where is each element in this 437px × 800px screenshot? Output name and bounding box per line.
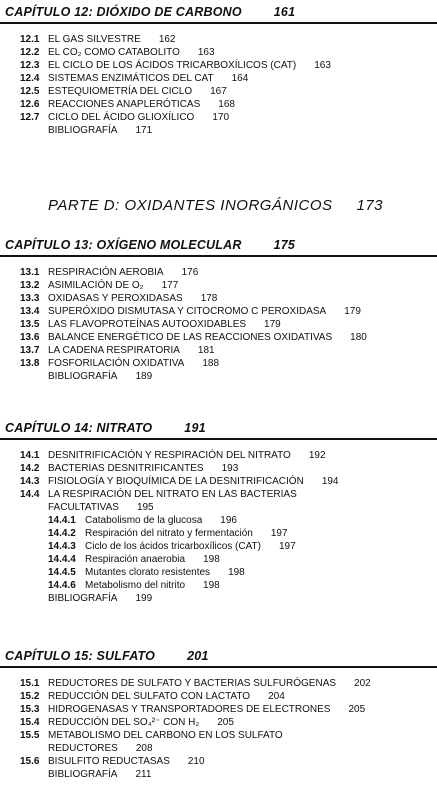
toc-subentry <box>0 527 437 540</box>
entry-number: 14.4.3 <box>48 541 76 552</box>
entry-number: 12.6 <box>20 99 40 110</box>
entry-number: 15.6 <box>20 756 40 767</box>
chapter-title: CAPÍTULO 15: SULFATO <box>5 649 156 663</box>
toc-entry <box>0 85 437 98</box>
entry-text-line <box>48 357 219 370</box>
entry-number: 13.4 <box>20 306 40 317</box>
entry-number: 12.5 <box>20 86 40 97</box>
toc-entry <box>0 370 437 383</box>
entry-text-line <box>48 768 151 781</box>
entry-text-line <box>48 292 217 305</box>
chapter-rule <box>0 438 437 440</box>
entry-text-line <box>48 266 198 279</box>
toc-entry <box>0 729 437 742</box>
entry-page: 163 <box>314 60 331 71</box>
toc-entry <box>0 501 437 514</box>
entry-title: Ciclo de los ácidos tricarboxílicos (CAT) <box>85 541 261 552</box>
entry-text-line <box>48 488 297 501</box>
entry-number: 14.4.6 <box>48 580 76 591</box>
entry-number: 15.1 <box>20 678 40 689</box>
entry-title: FACULTATIVAS <box>48 502 119 513</box>
entry-number: 14.4.2 <box>48 528 76 539</box>
entry-list <box>0 266 437 383</box>
entry-page: 188 <box>202 358 220 369</box>
entry-page: 196 <box>220 515 237 526</box>
entry-number: 13.5 <box>20 319 40 330</box>
chapter-12 <box>0 4 437 137</box>
chapter-heading <box>0 420 437 436</box>
entry-page: 163 <box>197 47 215 58</box>
chapter-page: 175 <box>273 238 296 252</box>
entry-title: SISTEMAS ENZIMÁTICOS DEL CAT <box>48 73 214 84</box>
entry-text-line <box>85 553 220 566</box>
entry-page: 205 <box>348 704 366 715</box>
entry-text-line <box>48 85 227 98</box>
entry-title: Mutantes clorato resistentes <box>85 567 211 578</box>
chapter-title: CAPÍTULO 12: DIÓXIDO DE CARBONO <box>5 5 242 19</box>
entry-title: Metabolismo del nitrito <box>85 580 186 591</box>
entry-title: BIBLIOGRAFÍA <box>48 593 118 604</box>
entry-number: 13.3 <box>20 293 40 304</box>
toc-entry <box>0 72 437 85</box>
entry-title: FISIOLOGÍA Y BIOQUÍMICA DE LA DESNITRIFICACIÓN <box>48 476 304 487</box>
toc-entry <box>0 279 437 292</box>
entry-text-line <box>48 72 248 85</box>
entry-title: ESTEQUIOMETRÍA DEL CICLO <box>48 86 193 97</box>
entry-page: 179 <box>264 319 281 330</box>
entry-page: 176 <box>181 267 199 278</box>
entry-text-line <box>48 344 215 357</box>
chapter-15 <box>0 648 437 781</box>
entry-title: FOSFORILACIÓN OXIDATIVA <box>48 358 185 369</box>
entry-text-line <box>48 501 154 514</box>
entry-title: BIBLIOGRAFÍA <box>48 769 118 780</box>
entry-title: RESPIRACIÓN AEROBIA <box>48 267 164 278</box>
toc-entry <box>0 755 437 768</box>
entry-title: BACTERIAS DESNITRIFICANTES <box>48 463 204 474</box>
toc-entry <box>0 33 437 46</box>
entry-title: LA RESPIRACIÓN DEL NITRATO EN LAS BACTERIAS <box>48 489 297 500</box>
entry-title: CICLO DEL ÁCIDO GLIOXÍLICO <box>48 112 195 123</box>
toc-entry <box>0 98 437 111</box>
entry-title: BISULFITO REDUCTASAS <box>48 756 170 767</box>
entry-text-line <box>48 716 234 729</box>
entry-page: 193 <box>221 463 239 474</box>
entry-number: 14.4.1 <box>48 515 76 526</box>
entry-title: BALANCE ENERGÉTICO DE LAS REACCIONES OXIDATIVAS <box>48 332 333 343</box>
toc-entry <box>0 677 437 690</box>
toc-subentry <box>0 553 437 566</box>
entry-number: 15.5 <box>20 730 40 741</box>
entry-text-line <box>48 677 371 690</box>
entry-page: 171 <box>135 125 153 136</box>
entry-title: BIBLIOGRAFÍA <box>48 125 118 136</box>
entry-number: 12.7 <box>20 112 40 123</box>
entry-page: 162 <box>158 34 176 45</box>
entry-page: 195 <box>136 502 154 513</box>
entry-text-line <box>48 318 281 331</box>
entry-title: Respiración anaerobia <box>85 554 186 565</box>
entry-page: 208 <box>135 743 153 754</box>
toc-entry <box>0 488 437 501</box>
entry-page: 205 <box>217 717 234 728</box>
toc-entry <box>0 305 437 318</box>
entry-text-line <box>48 370 152 383</box>
toc-entry <box>0 742 437 755</box>
part-heading <box>48 197 383 214</box>
entry-page: 177 <box>161 280 179 291</box>
chapter-rule <box>0 666 437 668</box>
toc-entry <box>0 690 437 703</box>
chapter-heading <box>0 648 437 664</box>
entry-title: ASIMILACIÓN DE O₂ <box>48 280 144 291</box>
toc-entry <box>0 716 437 729</box>
chapter-page: 201 <box>187 649 209 663</box>
entry-title: EL GAS SILVESTRE <box>48 34 141 45</box>
toc-entry <box>0 59 437 72</box>
entry-text-line <box>48 592 152 605</box>
entry-page: 198 <box>228 567 245 578</box>
toc-entry <box>0 266 437 279</box>
entry-number: 13.7 <box>20 345 40 356</box>
entry-number: 14.4.5 <box>48 567 76 578</box>
entry-number: 12.3 <box>20 60 40 71</box>
toc-entry <box>0 331 437 344</box>
entry-number: 14.1 <box>20 450 40 461</box>
entry-page: 211 <box>135 769 152 780</box>
entry-text-line <box>48 742 153 755</box>
toc-subentry <box>0 566 437 579</box>
entry-page: 170 <box>212 112 230 123</box>
entry-number: 12.4 <box>20 73 40 84</box>
entry-number: 14.3 <box>20 476 40 487</box>
entry-text-line <box>48 279 178 292</box>
entry-title: METABOLISMO DEL CARBONO EN LOS SULFATO <box>48 730 283 741</box>
part-page: 173 <box>356 197 384 214</box>
entry-text-line <box>85 579 220 592</box>
entry-text-line <box>48 124 152 137</box>
entry-title: Catabolismo de la glucosa <box>85 515 203 526</box>
entry-page: 164 <box>231 73 249 84</box>
entry-title: REACCIONES ANAPLERÓTICAS <box>48 99 201 110</box>
chapter-13 <box>0 237 437 383</box>
toc-entry <box>0 46 437 59</box>
entry-title: REDUCTORES DE SULFATO Y BACTERIAS SULFURÓGENAS <box>48 678 337 689</box>
entry-text-line <box>85 540 296 553</box>
entry-title: BIBLIOGRAFÍA <box>48 371 118 382</box>
entry-page: 167 <box>210 86 227 97</box>
toc-subentry <box>0 579 437 592</box>
entry-text-line <box>48 59 331 72</box>
entry-text-line <box>48 475 339 488</box>
entry-title: LA CADENA RESPIRATORIA <box>48 345 180 356</box>
chapter-14 <box>0 420 437 605</box>
entry-number: 13.6 <box>20 332 40 343</box>
entry-page: 181 <box>197 345 215 356</box>
chapter-heading <box>0 4 437 20</box>
entry-text-line <box>48 305 361 318</box>
entry-text-line <box>48 98 235 111</box>
chapter-page: 161 <box>273 5 296 19</box>
entry-text-line <box>85 527 288 540</box>
toc-entry <box>0 344 437 357</box>
entry-text-line <box>48 755 205 768</box>
entry-title: EL CO₂ COMO CATABOLITO <box>48 47 180 58</box>
entry-title: HIDROGENASAS Y TRANSPORTADORES DE ELECTRONES <box>48 704 331 715</box>
toc-entry <box>0 449 437 462</box>
entry-page: 198 <box>203 554 220 565</box>
entry-text-line <box>48 33 176 46</box>
chapter-heading <box>0 237 437 253</box>
toc-entry <box>0 592 437 605</box>
entry-page: 179 <box>344 306 361 317</box>
entry-title: EL CICLO DE LOS ÁCIDOS TRICARBOXÍLICOS (CAT) <box>48 60 297 71</box>
entry-page: 168 <box>218 99 235 110</box>
toc-entry <box>0 357 437 370</box>
entry-title: Respiración del nitrato y fermentación <box>85 528 253 539</box>
toc-entry <box>0 703 437 716</box>
entry-text-line <box>48 462 238 475</box>
chapter-rule <box>0 255 437 257</box>
entry-title: DESNITRIFICACIÓN Y RESPIRACIÓN DEL NITRATO <box>48 450 291 461</box>
chapter-title: CAPÍTULO 13: OXÍGENO MOLECULAR <box>5 238 242 252</box>
entry-list <box>0 449 437 605</box>
entry-title: OXIDASAS Y PEROXIDASAS <box>48 293 183 304</box>
entry-number: 14.4 <box>20 489 40 500</box>
entry-number: 15.3 <box>20 704 40 715</box>
entry-number: 14.4.4 <box>48 554 76 565</box>
entry-number: 15.4 <box>20 717 40 728</box>
entry-text-line <box>48 111 229 124</box>
entry-text-line <box>48 331 367 344</box>
toc-entry <box>0 475 437 488</box>
chapter-page: 191 <box>184 421 206 435</box>
entry-number: 14.2 <box>20 463 40 474</box>
part-title: PARTE D: OXIDANTES INORGÁNICOS <box>48 197 333 214</box>
entry-page: 199 <box>135 593 153 604</box>
entry-page: 197 <box>270 528 288 539</box>
entry-page: 197 <box>278 541 296 552</box>
toc-entry <box>0 111 437 124</box>
entry-title: LAS FLAVOPROTEÍNAS AUTOOXIDABLES <box>48 319 247 330</box>
entry-title: REDUCCIÓN DEL SO₄²⁻ CON H₂ <box>48 717 200 728</box>
entry-number: 13.1 <box>20 267 40 278</box>
toc-subentry <box>0 514 437 527</box>
entry-text-line <box>48 449 326 462</box>
entry-text-line <box>85 514 237 527</box>
chapter-title: CAPÍTULO 14: NITRATO <box>5 421 153 435</box>
toc-entry <box>0 292 437 305</box>
entry-list <box>0 33 437 137</box>
entry-page: 178 <box>200 293 218 304</box>
entry-number: 13.2 <box>20 280 40 291</box>
toc-subentry <box>0 540 437 553</box>
entry-page: 189 <box>135 371 153 382</box>
entry-text-line <box>48 46 215 59</box>
entry-number: 12.1 <box>20 34 40 45</box>
entry-number: 12.2 <box>20 47 40 58</box>
entry-page: 180 <box>350 332 367 343</box>
toc-entry <box>0 318 437 331</box>
entry-page: 204 <box>268 691 285 702</box>
entry-text-line <box>48 703 365 716</box>
entry-page: 202 <box>354 678 371 689</box>
entry-number: 13.8 <box>20 358 40 369</box>
toc-entry <box>0 462 437 475</box>
entry-number: 15.2 <box>20 691 40 702</box>
entry-title: REDUCTORES <box>48 743 118 754</box>
entry-list <box>0 677 437 781</box>
toc-entry <box>0 768 437 781</box>
chapter-rule <box>0 22 437 24</box>
entry-page: 198 <box>203 580 220 591</box>
entry-title: REDUCCIÓN DEL SULFATO CON LACTATO <box>48 691 251 702</box>
entry-text-line <box>85 566 245 579</box>
entry-page: 192 <box>308 450 326 461</box>
entry-text-line <box>48 690 285 703</box>
toc-entry <box>0 124 437 137</box>
entry-text-line <box>48 729 283 742</box>
entry-page: 194 <box>321 476 339 487</box>
entry-page: 210 <box>187 756 205 767</box>
entry-title: SUPERÓXIDO DISMUTASA Y CITOCROMO C PEROXIDASA <box>48 306 327 317</box>
